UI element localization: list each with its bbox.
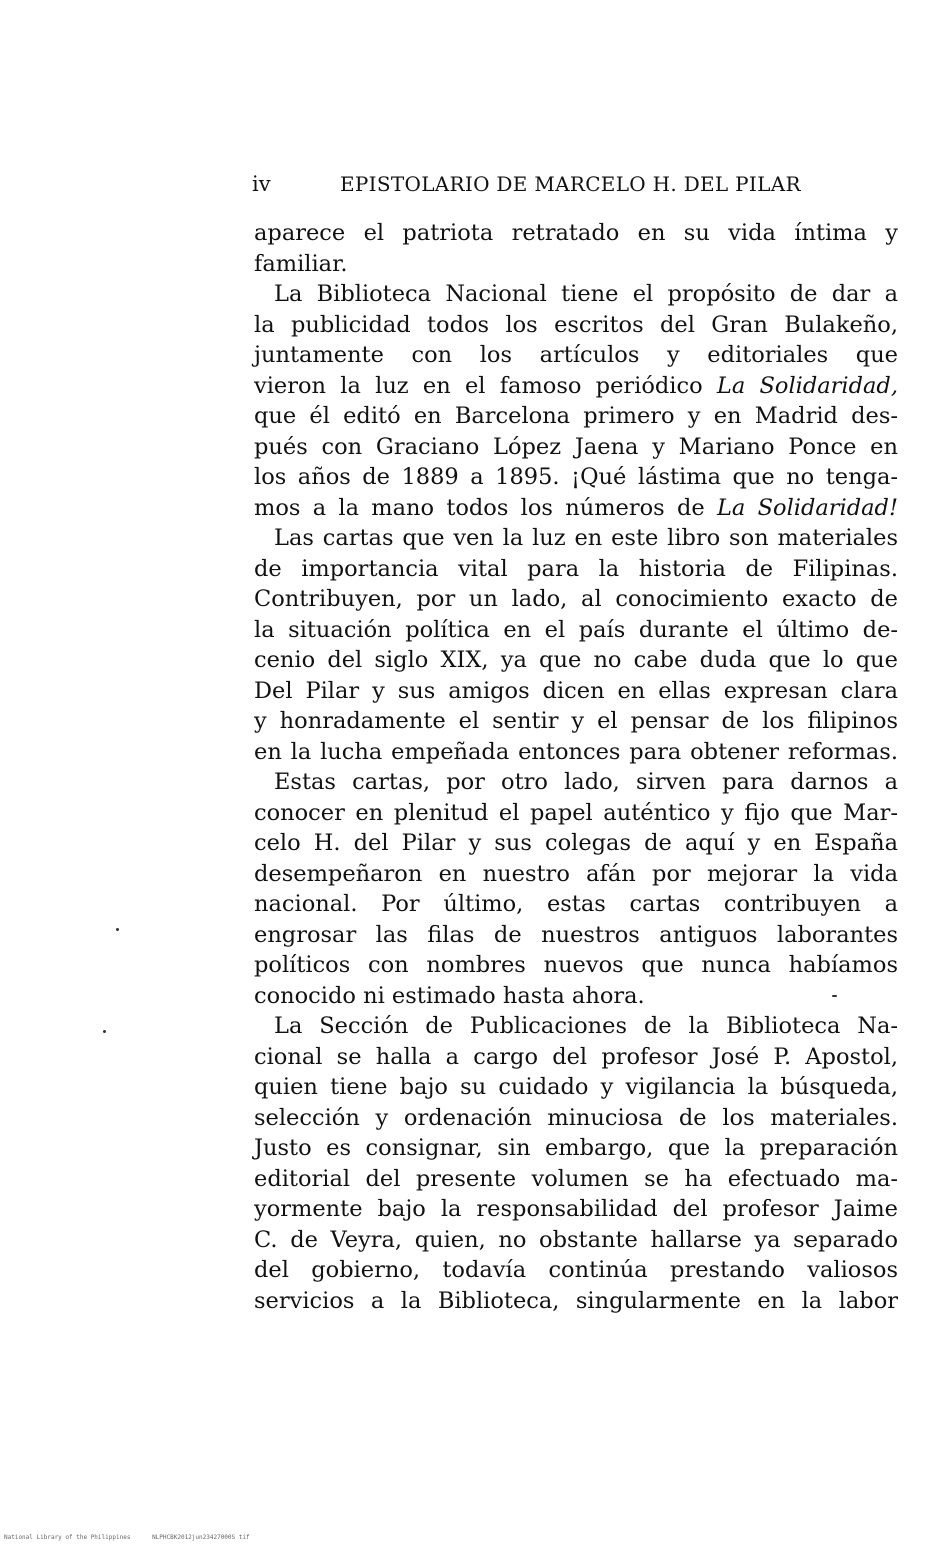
text-line: quien tiene bajo su cuidado y vigilancia la búsqueda, — [254, 1074, 898, 1100]
text-line: La Sección de Publicaciones de la Biblioteca Na- — [274, 1013, 898, 1039]
text-line: Las cartas que ven la luz en este libro son materiales — [274, 525, 898, 551]
scan-speck — [116, 928, 119, 931]
scan-speck — [103, 1030, 106, 1033]
text-line: servicios a la Biblioteca, singularmente en la labor — [254, 1287, 898, 1314]
text-line: pués con Graciano López Jaena y Mariano Ponce en — [254, 433, 898, 460]
text-line: políticos con nombres nuevos que nunca habíamos — [254, 952, 898, 978]
text-segment: vieron la luz en el famoso periódico — [254, 372, 703, 399]
page-header — [252, 172, 812, 202]
text-line: desempeñaron en nuestro afán por mejorar la vida — [254, 860, 898, 887]
text-line: familiar. — [254, 250, 348, 277]
scan-speck — [832, 995, 837, 997]
text-line: yormente bajo la responsabilidad del profesor Jaime — [254, 1196, 898, 1222]
text-line: aparece el patriota retratado en su vida íntima y — [254, 220, 898, 246]
page-number: iv — [252, 172, 271, 196]
text-line — [254, 371, 898, 402]
text-line: conocido ni estimado hasta ahora. — [254, 982, 645, 1009]
text-line: y honradamente el sentir y el pensar de los filipinos — [254, 708, 898, 734]
text-line: La Biblioteca Nacional tiene el propósito de dar a — [274, 281, 898, 307]
text-line: conocer en plenitud el papel auténtico y fijo que Mar- — [254, 799, 898, 826]
text-line: Estas cartas, por otro lado, sirven para darnos a — [274, 769, 898, 795]
text-line: celo H. del Pilar y sus colegas de aquí y en España — [254, 830, 898, 856]
text-line: nacional. Por último, estas cartas contribuyen a — [254, 891, 898, 917]
footer-source: National Library of the Philippines — [4, 1534, 131, 1541]
body-text — [254, 218, 898, 1316]
text-line: selección y ordenación minuciosa de los materiales. — [254, 1104, 898, 1131]
running-title: EPISTOLARIO DE MARCELO H. DEL PILAR — [340, 172, 801, 196]
text-line: C. de Veyra, quien, no obstante hallarse ya separado — [254, 1226, 898, 1253]
italic-title: La Solidaridad, — [716, 372, 898, 399]
italic-title: La Solidaridad! — [716, 494, 898, 521]
text-line: juntamente con los artículos y editoriales que — [254, 342, 898, 368]
text-line: Contribuyen, por un lado, al conocimiento exacto de — [254, 586, 898, 612]
text-line — [254, 493, 898, 524]
text-line: Justo es consignar, sin embargo, que la preparación — [254, 1135, 898, 1161]
text-line: Del Pilar y sus amigos dicen en ellas expresan clara — [254, 677, 898, 704]
text-line: que él editó en Barcelona primero y en Madrid des- — [254, 403, 898, 429]
text-line: la publicidad todos los escritos del Gran Bulakeño, — [254, 311, 898, 338]
scan-footer — [4, 1534, 250, 1541]
text-segment: mos a la mano todos los números de — [254, 494, 705, 521]
text-line: de importancia vital para la historia de Filipinas. — [254, 555, 898, 582]
text-line: del gobierno, todavía continúa prestando valiosos — [254, 1257, 898, 1283]
footer-filename: NLPHCBK2012jun23427000S tif — [152, 1534, 250, 1541]
text-line: engrosar las filas de nuestros antiguos laborantes — [254, 921, 898, 948]
text-line: cional se halla a cargo del profesor José P. Apostol, — [254, 1043, 898, 1070]
text-line: editorial del presente volumen se ha efectuado ma- — [254, 1165, 898, 1192]
text-line: la situación política en el país durante el último de- — [254, 616, 898, 643]
text-line: los años de 1889 a 1895. ¡Qué lástima que no tenga- — [254, 464, 898, 490]
text-line: cenio del siglo XIX, ya que no cabe duda que lo que — [254, 647, 898, 673]
text-line: en la lucha empeñada entonces para obtener reformas. — [254, 738, 898, 765]
